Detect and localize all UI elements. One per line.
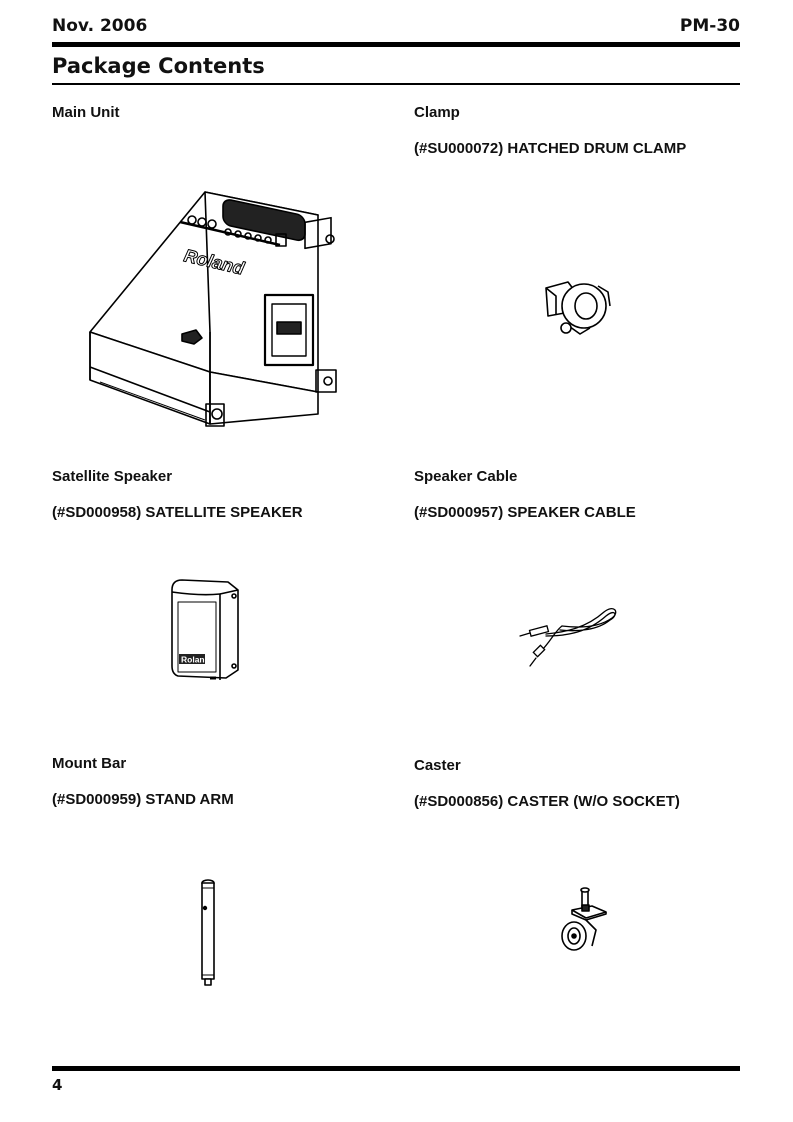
caster-part-number: (#SD000856) CASTER (W/O SOCKET) bbox=[414, 793, 680, 810]
header-model: PM-30 bbox=[679, 16, 740, 36]
speaker-cable-label: Speaker Cable bbox=[414, 468, 518, 485]
mount-bar-label: Mount Bar bbox=[52, 755, 127, 772]
footer-rule bbox=[52, 1066, 740, 1071]
clamp-label: Clamp bbox=[414, 104, 460, 121]
mount-bar-part-number: (#SD000959) STAND ARM bbox=[52, 791, 234, 808]
section-title: Package Contents bbox=[52, 54, 265, 78]
clamp-image bbox=[538, 276, 614, 338]
speaker-cable-part-number: (#SD000957) SPEAKER CABLE bbox=[414, 504, 636, 521]
title-rule bbox=[52, 83, 740, 85]
main-unit-image bbox=[80, 182, 350, 427]
speaker-logo-text: Roland bbox=[181, 654, 210, 665]
header-date: Nov. 2006 bbox=[52, 16, 148, 36]
clamp-part-number: (#SU000072) HATCHED DRUM CLAMP bbox=[414, 140, 687, 157]
satellite-speaker-label: Satellite Speaker bbox=[52, 468, 173, 485]
main-unit-label: Main Unit bbox=[52, 104, 120, 121]
caster-image bbox=[556, 886, 606, 954]
header-rule bbox=[52, 42, 740, 47]
satellite-speaker-image bbox=[166, 576, 246, 680]
satellite-speaker-part-number: (#SD000958) SATELLITE SPEAKER bbox=[52, 504, 303, 521]
speaker-cable-image bbox=[516, 598, 620, 670]
page-number: 4 bbox=[52, 1076, 63, 1094]
caster-label: Caster bbox=[414, 757, 461, 774]
mount-bar-image bbox=[198, 878, 218, 990]
svg-text:Roland: Roland bbox=[182, 245, 247, 279]
